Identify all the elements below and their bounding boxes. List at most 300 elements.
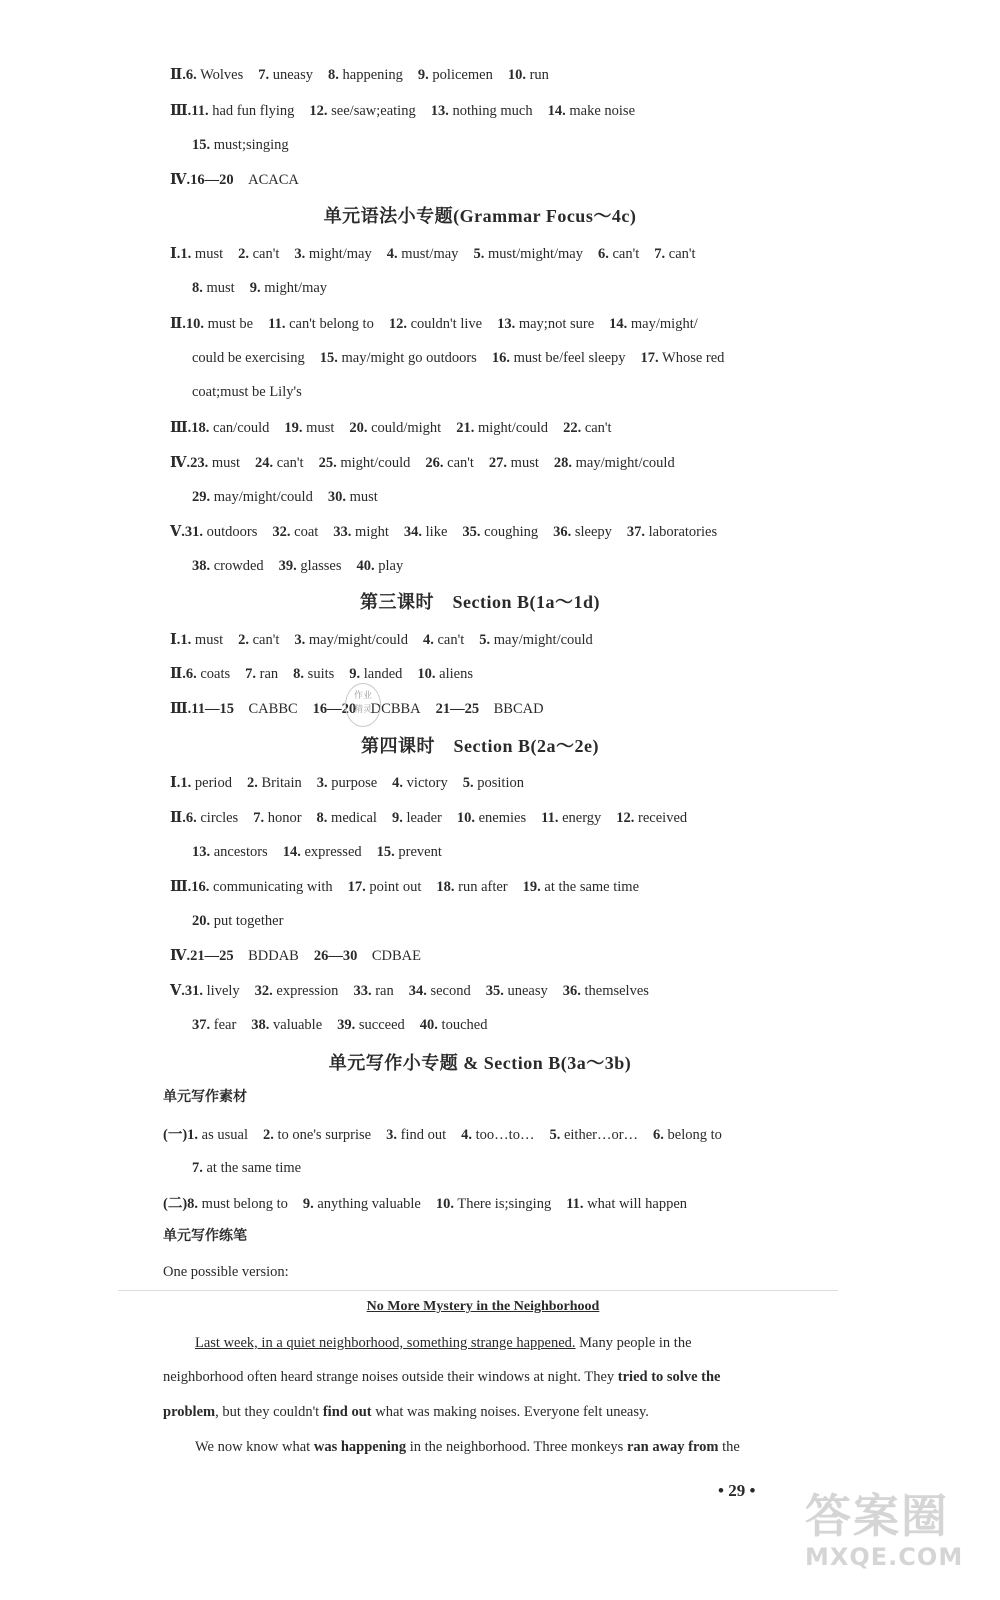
- question-number: 21—25: [190, 948, 234, 964]
- question-number: 8.: [293, 666, 305, 682]
- answer-item: [609, 316, 698, 332]
- answer-item: [255, 983, 339, 999]
- question-number: 8.: [316, 810, 328, 826]
- answer-item: [191, 879, 332, 895]
- answer-item: [549, 1127, 638, 1143]
- answer-item: [541, 810, 601, 826]
- part-numeral: Ⅱ.: [170, 67, 186, 83]
- watermark-text-url: MXQE.COM: [805, 1543, 964, 1571]
- question-number: 16—20: [190, 172, 234, 188]
- answer-item: [284, 420, 334, 436]
- question-number: 16.: [191, 879, 210, 895]
- part-numeral: Ⅱ.: [170, 316, 186, 332]
- answer-text: had fun flying: [212, 103, 295, 119]
- answer-text: can't: [437, 632, 465, 648]
- answer-text: belong to: [667, 1127, 722, 1143]
- answer-text: valuable: [273, 1017, 323, 1033]
- answer-item: [328, 67, 403, 83]
- answer-text: leader: [406, 810, 442, 826]
- section-title-writing: 单元写作小专题 & Section B(3a～3b): [328, 1053, 632, 1073]
- part-numeral: Ⅰ.: [170, 632, 181, 648]
- question-number: 3.: [316, 775, 328, 791]
- answer-line: [192, 911, 283, 931]
- question-number: 39.: [337, 1017, 356, 1033]
- text-span: , but they couldn't: [215, 1404, 323, 1420]
- part-numeral: Ⅴ.: [170, 524, 185, 540]
- answer-item: [566, 1196, 687, 1212]
- answer-item: [250, 280, 327, 296]
- answer-text: uneasy: [507, 983, 548, 999]
- answer-item: [185, 524, 258, 540]
- answer-text: must be/feel sleepy: [513, 350, 626, 366]
- answer-item: [392, 775, 448, 791]
- bold-phrase: problem: [163, 1404, 216, 1420]
- question-number: 9.: [249, 280, 261, 296]
- answer-text: fear: [213, 1017, 237, 1033]
- answer-text: at the same time: [544, 879, 640, 895]
- question-number: 20.: [192, 913, 211, 929]
- question-number: 12.: [616, 810, 635, 826]
- answer-item: [497, 316, 594, 332]
- stamp-logo: [345, 683, 381, 727]
- question-number: 38.: [192, 558, 211, 574]
- question-number: 35.: [485, 983, 504, 999]
- question-number: 11.: [541, 810, 559, 826]
- answer-text: Whose red: [662, 350, 725, 366]
- answer-line: [192, 382, 302, 402]
- question-number: 3.: [386, 1127, 397, 1143]
- answer-item: [192, 489, 313, 505]
- answer-text: can't: [584, 420, 612, 436]
- answer-item: [553, 524, 612, 540]
- answer-item: [186, 316, 253, 332]
- answer-text: point out: [369, 879, 422, 895]
- answer-text: touched: [441, 1017, 488, 1033]
- answer-text: BDDAB: [248, 948, 299, 964]
- answer-text: play: [378, 558, 404, 574]
- question-number: 6.: [185, 67, 197, 83]
- question-number: 20.: [349, 420, 368, 436]
- answer-item: [293, 666, 334, 682]
- answer-line: [170, 808, 687, 828]
- answer-item: [319, 455, 411, 471]
- answer-item: [463, 775, 524, 791]
- answer-text: enemies: [478, 810, 527, 826]
- question-number: 9.: [302, 1196, 314, 1212]
- question-number: 11.: [268, 316, 286, 332]
- answer-text: succeed: [358, 1017, 405, 1033]
- answer-item: [251, 1017, 322, 1033]
- answer-line: [192, 135, 289, 155]
- answer-item: [187, 1127, 248, 1143]
- essay-paragraph-1-line-3: [163, 1402, 649, 1422]
- answer-text: BBCAD: [493, 701, 544, 717]
- answer-text: sleepy: [574, 524, 612, 540]
- answer-item: [563, 420, 612, 436]
- answer-item: [337, 1017, 405, 1033]
- question-number: 30.: [327, 489, 346, 505]
- answer-item: [387, 246, 459, 262]
- answer-item: [641, 350, 725, 366]
- answer-item: [386, 1127, 446, 1143]
- text-span: We now know what: [195, 1439, 314, 1455]
- answer-text: like: [425, 524, 448, 540]
- answer-text: honor: [267, 810, 302, 826]
- question-number: 37.: [626, 524, 646, 540]
- answer-item: [186, 67, 243, 83]
- question-number: 5.: [462, 775, 474, 791]
- answer-text: medical: [331, 810, 377, 826]
- answer-line: [170, 418, 612, 438]
- answer-text: can't: [447, 455, 474, 471]
- question-number: 1.: [180, 632, 192, 648]
- answer-text: make noise: [569, 103, 636, 119]
- answer-item: [279, 558, 342, 574]
- answer-item: [258, 67, 313, 83]
- answer-item: [190, 948, 299, 964]
- question-number: 8.: [187, 1196, 199, 1212]
- answer-text: Wolves: [200, 67, 244, 83]
- question-number: 9.: [391, 810, 403, 826]
- answer-item: [333, 524, 389, 540]
- part-numeral: Ⅰ.: [170, 775, 181, 791]
- question-number: 19.: [284, 420, 303, 436]
- answer-item: [238, 246, 279, 262]
- answer-text: can't: [252, 246, 280, 262]
- answer-text: lively: [206, 983, 240, 999]
- answer-item: [283, 844, 362, 860]
- answer-text: CABBC: [248, 701, 298, 717]
- answer-text: must/may: [401, 246, 459, 262]
- question-number: 12.: [309, 103, 328, 119]
- question-number: 4.: [422, 632, 434, 648]
- answer-text: may/might/: [630, 316, 698, 332]
- answer-text: purpose: [331, 775, 378, 791]
- question-number: 40.: [356, 558, 375, 574]
- question-number: 11—15: [191, 701, 234, 717]
- answer-text: see/saw;eating: [331, 103, 416, 119]
- part-numeral: Ⅱ.: [170, 666, 186, 682]
- answer-text: ran: [375, 983, 394, 999]
- question-number: 6.: [185, 666, 197, 682]
- answer-text: communicating with: [213, 879, 333, 895]
- answer-line: [192, 487, 378, 507]
- answer-text: One possible version:: [163, 1264, 289, 1280]
- answer-text: put together: [213, 913, 284, 929]
- question-number: 1.: [180, 775, 192, 791]
- bold-phrase: was happening: [313, 1439, 407, 1455]
- answer-item: [548, 103, 635, 119]
- answer-line: [170, 244, 696, 264]
- answer-item: [263, 1127, 371, 1143]
- watermark-text-cn: 答案圈: [805, 1489, 949, 1543]
- answer-text: coughing: [484, 524, 539, 540]
- answer-item: [409, 983, 471, 999]
- question-number: 32.: [254, 983, 273, 999]
- part-numeral: Ⅱ.: [170, 810, 186, 826]
- answer-text: to one's surprise: [277, 1127, 372, 1143]
- text-span: the: [718, 1439, 740, 1455]
- answer-text: nothing much: [452, 103, 533, 119]
- question-number: 22.: [563, 420, 582, 436]
- answer-text: can/could: [213, 420, 270, 436]
- question-number: 1.: [187, 1127, 199, 1143]
- text-span: Many people in the: [575, 1335, 692, 1351]
- answer-line: [192, 1015, 487, 1035]
- answer-item: [191, 420, 269, 436]
- question-number: 15.: [376, 844, 395, 860]
- question-number: 31.: [184, 524, 204, 540]
- answer-line: [192, 278, 327, 298]
- answer-item: [436, 1196, 551, 1212]
- question-number: 35.: [462, 524, 481, 540]
- answer-text: at the same time: [206, 1160, 302, 1176]
- stamp-text-top: 作业: [353, 691, 372, 701]
- question-number: 23.: [190, 455, 209, 471]
- text-span: what was making noises. Everyone felt uneasy.: [371, 1404, 649, 1420]
- answer-text: must: [349, 489, 378, 505]
- answer-item: [294, 632, 408, 648]
- part-numeral: Ⅳ.: [170, 948, 191, 964]
- answer-line: [170, 453, 675, 473]
- question-number: 8.: [192, 280, 203, 296]
- question-number: 6.: [653, 1127, 664, 1143]
- question-number: 2.: [238, 246, 249, 262]
- answer-text: might/could: [340, 455, 411, 471]
- answer-text: happening: [342, 67, 403, 83]
- question-number: 14.: [547, 103, 566, 119]
- answer-item: [349, 420, 441, 436]
- answer-line: [170, 314, 698, 334]
- answer-item: [348, 879, 422, 895]
- answer-text: can't: [612, 246, 640, 262]
- question-number: 2.: [246, 775, 258, 791]
- answer-item: [389, 316, 482, 332]
- question-number: 39.: [278, 558, 297, 574]
- question-number: 10.: [185, 316, 204, 332]
- answer-text: can't: [668, 246, 696, 262]
- question-number: 27.: [488, 455, 508, 471]
- stamp-text-bottom: 精灵: [353, 705, 372, 715]
- question-number: 15.: [192, 137, 211, 153]
- answer-item: [457, 810, 526, 826]
- answer-text: may/might go outdoors: [341, 350, 477, 366]
- answer-text: ran: [259, 666, 279, 682]
- answer-text: must/might/may: [487, 246, 583, 262]
- answer-item: [191, 103, 294, 119]
- answer-text: might/may: [264, 280, 328, 296]
- question-number: 5.: [473, 246, 485, 262]
- answer-item: [180, 775, 232, 791]
- answer-text: must: [194, 246, 224, 262]
- answer-item: [187, 1196, 288, 1212]
- answer-item: [420, 1017, 488, 1033]
- answer-line: [170, 630, 593, 650]
- answer-item: [392, 810, 442, 826]
- answer-text: may/might/could: [213, 489, 313, 505]
- answer-text: expression: [276, 983, 339, 999]
- answer-item: [404, 524, 448, 540]
- answer-text: too…to…: [475, 1127, 535, 1143]
- answer-item: [489, 455, 539, 471]
- question-number: 25.: [318, 455, 337, 471]
- answer-item: [653, 1127, 722, 1143]
- question-number: 36.: [562, 983, 581, 999]
- answer-text: must: [306, 420, 335, 436]
- answer-item: [253, 810, 301, 826]
- answer-text: coats: [200, 666, 231, 682]
- answer-item: [563, 983, 649, 999]
- question-number: 40.: [419, 1017, 438, 1033]
- question-number: 8.: [328, 67, 339, 83]
- answer-item: [192, 1160, 301, 1176]
- answer-item: [190, 455, 240, 471]
- question-number: 10.: [417, 666, 436, 682]
- answer-item: [192, 280, 235, 296]
- answer-item: [180, 246, 223, 262]
- question-number: 36.: [553, 524, 572, 540]
- answer-item: [418, 67, 493, 83]
- question-number: 16—20: [312, 701, 357, 717]
- answer-text: Britain: [261, 775, 302, 791]
- part-numeral: Ⅳ.: [170, 172, 191, 188]
- answer-text: either…or…: [563, 1127, 639, 1143]
- answer-text: landed: [363, 666, 403, 682]
- answer-text: policemen: [432, 67, 493, 83]
- answer-text: prevent: [398, 844, 442, 860]
- question-number: 15.: [319, 350, 338, 366]
- answer-text: laboratories: [648, 524, 718, 540]
- question-number: 28.: [553, 455, 572, 471]
- answer-item: [461, 1127, 534, 1143]
- answer-item: [436, 701, 544, 717]
- answer-text: find out: [400, 1127, 447, 1143]
- answer-item: [190, 172, 299, 188]
- answer-item: [523, 879, 639, 895]
- answer-line: [170, 170, 299, 190]
- answer-item: [654, 246, 695, 262]
- answer-text: may;not sure: [518, 316, 595, 332]
- answer-text: may/might/could: [493, 632, 593, 648]
- answer-line: [170, 101, 635, 121]
- answer-text: suits: [307, 666, 335, 682]
- question-number: 34.: [408, 983, 427, 999]
- answer-text: themselves: [584, 983, 649, 999]
- answer-item: [191, 701, 297, 717]
- section-title-grammar: 单元语法小专题(Grammar Focus～4c): [323, 206, 637, 226]
- question-number: 10.: [456, 810, 475, 826]
- subheading-writing-practice: 单元写作练笔: [163, 1229, 247, 1244]
- part-numeral: Ⅰ.: [170, 246, 181, 262]
- answer-item: [309, 103, 415, 119]
- answer-item: [353, 983, 393, 999]
- answer-item: [627, 524, 717, 540]
- question-number: 5.: [479, 632, 491, 648]
- answer-line: [170, 65, 549, 85]
- answer-text: could/might: [371, 420, 442, 436]
- answer-line: [170, 773, 524, 793]
- question-number: 4.: [392, 775, 404, 791]
- answer-item: [245, 666, 278, 682]
- question-number: 12.: [388, 316, 407, 332]
- answer-item: [317, 775, 377, 791]
- answer-text: anything valuable: [317, 1196, 421, 1212]
- watermark-logo: [805, 1490, 985, 1590]
- question-number: 7.: [253, 810, 265, 826]
- subheading-writing-material: 单元写作素材: [163, 1090, 247, 1105]
- answer-line: [192, 348, 724, 368]
- answer-item: [294, 246, 371, 262]
- answer-item: [186, 666, 230, 682]
- answer-item: [314, 948, 421, 964]
- answer-item: [185, 983, 240, 999]
- answer-text: ancestors: [213, 844, 268, 860]
- answer-text: can't: [252, 632, 280, 648]
- answer-text: might/could: [477, 420, 549, 436]
- question-number: 10.: [435, 1196, 454, 1212]
- answer-text: received: [638, 810, 688, 826]
- answer-text: what will happen: [587, 1196, 688, 1212]
- answer-text: expressed: [304, 844, 362, 860]
- answer-text: victory: [406, 775, 448, 791]
- question-number: 1.: [180, 246, 192, 262]
- question-number: 26.: [425, 455, 444, 471]
- divider: [118, 1290, 838, 1291]
- question-number: 13.: [497, 316, 516, 332]
- question-number: 32.: [272, 524, 291, 540]
- answer-item: [473, 246, 583, 262]
- part-numeral: Ⅲ.: [170, 420, 192, 436]
- question-number: 17.: [640, 350, 659, 366]
- answer-item: [616, 810, 687, 826]
- question-number: 11.: [566, 1196, 584, 1212]
- question-number: 19.: [522, 879, 541, 895]
- question-number: 3.: [294, 246, 306, 262]
- essay-paragraph-1-line-1: [195, 1333, 692, 1353]
- answer-line: [170, 981, 649, 1001]
- part-numeral: (一): [163, 1127, 188, 1143]
- answer-item: [425, 455, 474, 471]
- answer-text: coat: [294, 524, 319, 540]
- question-number: 38.: [251, 1017, 270, 1033]
- question-number: 7.: [258, 67, 270, 83]
- answer-text: must;singing: [213, 137, 289, 153]
- answer-item: [431, 103, 533, 119]
- answer-text: must: [510, 455, 539, 471]
- answer-text: must be: [207, 316, 254, 332]
- answer-item: [192, 1017, 236, 1033]
- answer-item: [320, 350, 477, 366]
- question-number: 37.: [192, 1017, 211, 1033]
- answer-line: [163, 1194, 687, 1214]
- page-number: • 29 •: [718, 1481, 756, 1500]
- part-numeral: Ⅲ.: [170, 701, 192, 717]
- answer-line: [192, 556, 403, 576]
- part-numeral: Ⅲ.: [170, 103, 192, 119]
- answer-text: must: [206, 280, 235, 296]
- answer-item: [357, 558, 404, 574]
- question-number: 4.: [461, 1127, 473, 1143]
- question-number: 9.: [349, 666, 361, 682]
- answer-text: may/might/could: [308, 632, 408, 648]
- answer-text: could be exercising: [192, 350, 305, 366]
- question-number: 10.: [507, 67, 526, 83]
- answer-text: There is;singing: [457, 1196, 552, 1212]
- question-number: 29.: [192, 489, 211, 505]
- answer-item: [349, 666, 402, 682]
- answer-text: run: [529, 67, 549, 83]
- answer-text: run after: [458, 879, 508, 895]
